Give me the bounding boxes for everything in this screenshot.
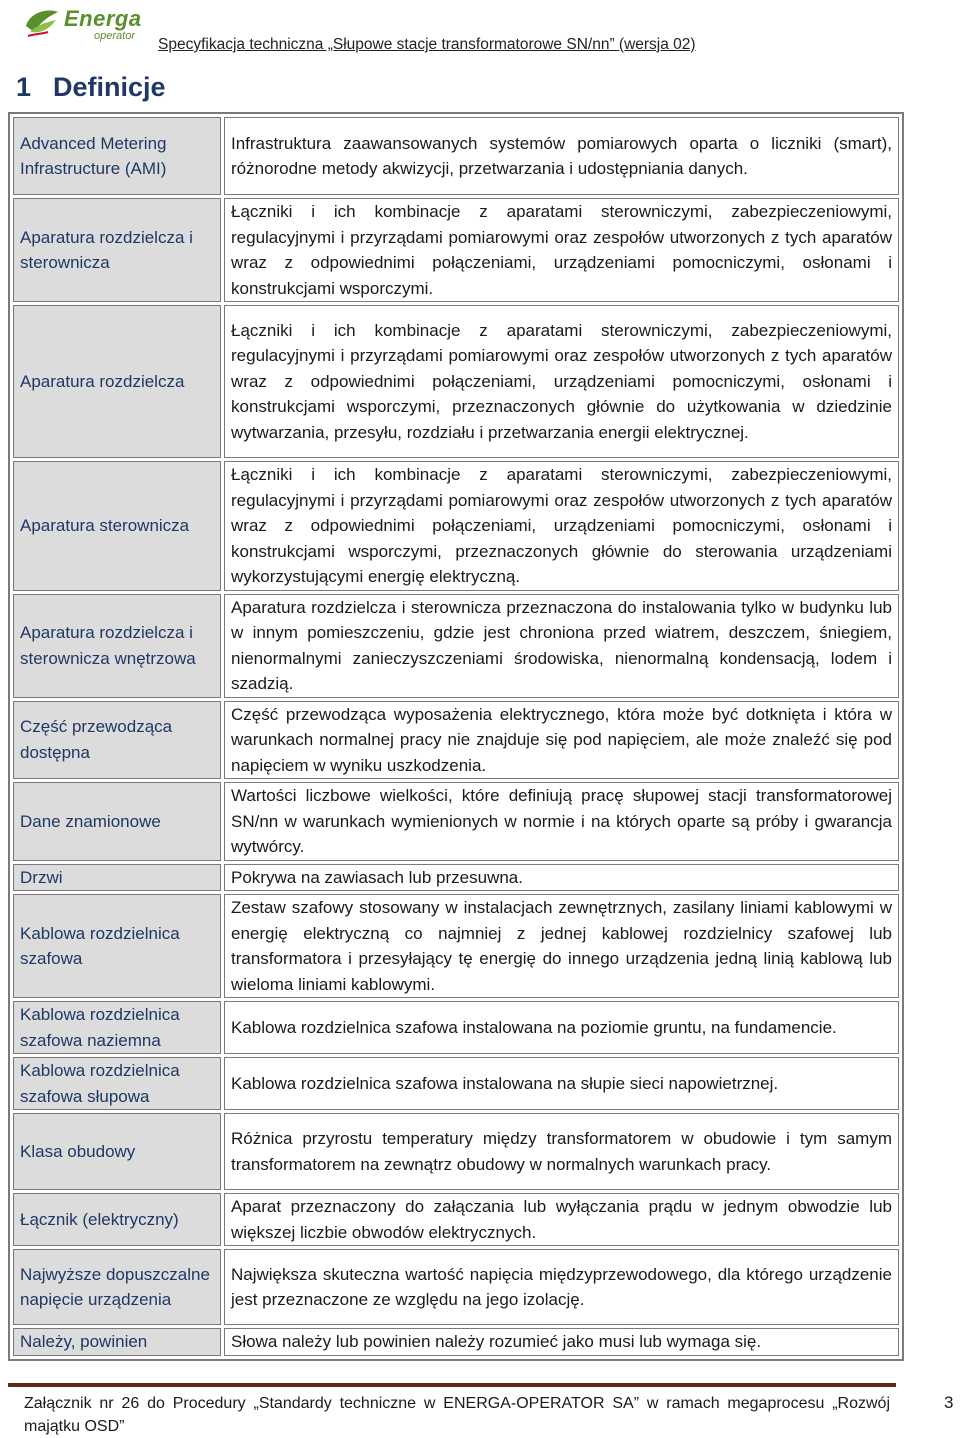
definition-row xyxy=(13,198,899,302)
definition-row xyxy=(13,701,899,780)
definition-term: Aparatura rozdzielcza i sterownicza xyxy=(13,198,221,302)
logo-name: Energa xyxy=(64,6,142,31)
definition-row xyxy=(13,305,899,458)
footer-rule xyxy=(8,1383,896,1387)
leaf-logo-icon xyxy=(24,8,60,38)
definition-row xyxy=(13,782,899,861)
definition-term: Część przewodząca dostępna xyxy=(13,701,221,780)
definition-text: Pokrywa na zawiasach lub przesuwna. xyxy=(224,864,899,892)
definition-term: Aparatura rozdzielcza i sterownicza wnętrzowa xyxy=(13,594,221,698)
definition-text: Różnica przyrostu temperatury między transformatorem w obudowie i tym samym transformatorem na zewnątrz obudowy w normalnych warunkach pracy. xyxy=(224,1113,899,1190)
definition-text: Część przewodząca wyposażenia elektrycznego, która może być dotknięta i która w warunkach normalnej pracy nie znajduje się pod napięciem, ale może znaleźć się pod napięciem w wyniku uszkodzenia. xyxy=(224,701,899,780)
definition-text: Łączniki i ich kombinacje z aparatami sterowniczymi, zabezpieczeniowymi, regulacyjnymi i przyrządami pomiarowymi oraz zespołów utworzonych z tych aparatów wraz z odpowiednimi połączeniami, urządzeniami pomocniczymi, osłonami i konstrukcjami wsporczymi. xyxy=(224,198,899,302)
definition-term: Kablowa rozdzielnica szafowa słupowa xyxy=(13,1057,221,1110)
section-heading xyxy=(16,72,166,103)
definition-row xyxy=(13,864,899,892)
definition-term: Łącznik (elektryczny) xyxy=(13,1193,221,1246)
definition-text: Łączniki i ich kombinacje z aparatami sterowniczymi, zabezpieczeniowymi, regulacyjnymi i przyrządami pomiarowymi oraz zespołów utworzonych z tych aparatów wraz z odpowiednimi połączeniami, urządzeniami pomocniczymi, osłonami i konstrukcjami wsporczymi, przeznaczonych głównie do użytkowania w dziedzinie wytwarzania, przesyłu, rozdziału i przetwarzania energii elektrycznej. xyxy=(224,305,899,458)
page-number: 3 xyxy=(944,1393,954,1412)
definition-term: Najwyższe dopuszczalne napięcie urządzenia xyxy=(13,1249,221,1325)
definition-row xyxy=(13,1328,899,1356)
definition-text: Aparatura rozdzielcza i sterownicza przeznaczona do instalowania tylko w budynku lub w innym pomieszczeniu, gdzie jest chroniona przed wiatrem, deszczem, śniegiem, nienormalnymi zanieczyszczeniami środowiska, nienormalną kondensacją, lodem i szadzią. xyxy=(224,594,899,698)
definition-term: Drzwi xyxy=(13,864,221,892)
definition-text: Zestaw szafowy stosowany w instalacjach zewnętrznych, zasilany liniami kablowymi w energię elektryczną co najmniej z jednej kablowej rozdzielnicy szafowej lub transformatora i przesyłający tę energię do innego urządzenia jedną linią kablową lub wieloma liniami kablowymi. xyxy=(224,894,899,998)
definition-row xyxy=(13,1193,899,1246)
definition-text: Aparat przeznaczony do załączania lub wyłączania prądu w jednym obwodzie lub większej liczbie obwodów elektrycznych. xyxy=(224,1193,899,1246)
definition-text: Największa skuteczna wartość napięcia międzyprzewodowego, dla którego urządzenie jest przeznaczone ze względu na jego izolację. xyxy=(224,1249,899,1325)
definition-row xyxy=(13,1001,899,1054)
section-title: Definicje xyxy=(53,72,166,102)
definition-text: Kablowa rozdzielnica szafowa instalowana na poziomie gruntu, na fundamencie. xyxy=(224,1001,899,1054)
definition-term: Kablowa rozdzielnica szafowa naziemna xyxy=(13,1001,221,1054)
definition-row xyxy=(13,594,899,698)
section-number: 1 xyxy=(16,72,32,102)
definition-term: Advanced Metering Infrastructure (AMI) xyxy=(13,117,221,195)
page-header xyxy=(0,0,960,60)
definition-term: Klasa obudowy xyxy=(13,1113,221,1190)
definition-text: Wartości liczbowe wielkości, które definiują pracę słupowej stacji transformatorowej SN/nn w warunkach wymienionych w normie i na których oparte są próby i gwarancja wytwórcy. xyxy=(224,782,899,861)
definition-text: Łączniki i ich kombinacje z aparatami sterowniczymi, zabezpieczeniowymi, regulacyjnymi i przyrządami pomiarowymi oraz zespołów utworzonych z tych aparatów wraz z odpowiednimi połączeniami, urządzeniami pomocniczymi, osłonami i konstrukcjami wsporczymi, przeznaczonych głównie do sterowania urządzeniami wykorzystującymi energię elektryczną. xyxy=(224,461,899,591)
definition-text: Kablowa rozdzielnica szafowa instalowana na słupie sieci napowietrznej. xyxy=(224,1057,899,1110)
definition-text: Infrastruktura zaawansowanych systemów pomiarowych oparta o liczniki (smart), różnorodne metody akwizycji, przetwarzania i udostępniania danych. xyxy=(224,117,899,195)
definition-term: Kablowa rozdzielnica szafowa xyxy=(13,894,221,998)
energa-logo xyxy=(24,6,164,44)
logo-subtitle: operator xyxy=(94,30,135,42)
document-title: Specyfikacja techniczna „Słupowe stacje transformatorowe SN/nn” (wersja 02) xyxy=(158,36,696,53)
definition-term: Należy, powinien xyxy=(13,1328,221,1356)
definition-text: Słowa należy lub powinien należy rozumieć jako musi lub wymaga się. xyxy=(224,1328,899,1356)
definition-row xyxy=(13,117,899,195)
definition-term: Dane znamionowe xyxy=(13,782,221,861)
definitions-table xyxy=(8,112,904,1361)
definition-term: Aparatura rozdzielcza xyxy=(13,305,221,458)
definition-row xyxy=(13,1249,899,1325)
definition-row xyxy=(13,1057,899,1110)
definition-row xyxy=(13,1113,899,1190)
footer-text: Załącznik nr 26 do Procedury „Standardy techniczne w ENERGA-OPERATOR SA” w ramach megaprocesu „Rozwój majątku OSD” xyxy=(24,1395,890,1435)
definition-row xyxy=(13,894,899,998)
definition-term: Aparatura sterownicza xyxy=(13,461,221,591)
definition-row xyxy=(13,461,899,591)
